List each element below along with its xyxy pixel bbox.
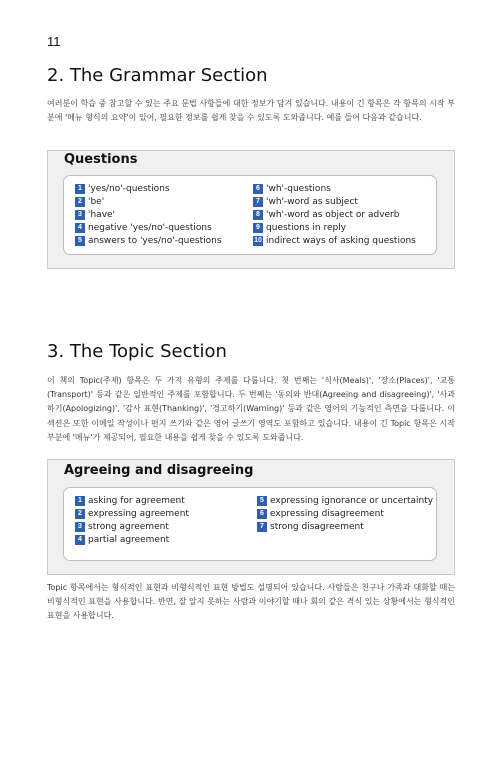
item-number-badge: 6 [253, 184, 263, 194]
agreeing-menu-box [47, 459, 455, 575]
item-number-badge: 7 [257, 522, 267, 532]
menu-item [253, 182, 416, 195]
item-number-badge: 6 [257, 509, 267, 519]
item-label: questions in reply [266, 222, 347, 233]
item-label: indirect ways of asking questions [266, 235, 416, 246]
grammar-intro-paragraph: 여러분이 학습 중 참고할 수 있는 주요 문법 사항들에 대한 정보가 담겨 있습니다. 내용이 긴 항목은 각 항목의 시작 부분에 '메뉴 형식의 요약'이 있어, 필요한 정보를 쉽게 찾을 수 있도록 도와줍니다. 예를 들어 다음과 같습니다. [47, 99, 455, 123]
menu-item [253, 234, 416, 247]
topic-closing-paragraph: Topic 항목에서는 형식적인 표현과 비형식적인 표현 방법도 설명되어 있습니다. 사람들은 친구나 가족과 대화할 때는 비형식적인 표현을 사용합니다. 반면, 잘 알지 못하는 사람과 이야기할 때나 회의 같은 격식 있는 상황에서는 형식적인 표현을 사용합니다. [47, 583, 455, 621]
item-number-badge: 5 [75, 236, 85, 246]
menu-item [75, 208, 222, 221]
item-label: 'wh'-word as object or adverb [266, 209, 400, 220]
item-number-badge: 4 [75, 535, 85, 545]
questions-menu-box [47, 150, 455, 269]
menu-item [253, 208, 416, 221]
menu-item [257, 494, 433, 507]
questions-left-column [75, 182, 222, 247]
item-label: negative 'yes/no'-questions [88, 222, 212, 233]
menu-item [75, 520, 189, 533]
item-label: expressing agreement [88, 508, 189, 519]
item-label: 'wh'-questions [266, 183, 331, 194]
menu-item [257, 520, 433, 533]
questions-box-title: Questions [64, 152, 138, 167]
menu-item [75, 182, 222, 195]
item-number-badge: 8 [253, 210, 263, 220]
item-number-badge: 3 [75, 522, 85, 532]
agreeing-box-title: Agreeing and disagreeing [64, 463, 254, 478]
item-number-badge: 1 [75, 496, 85, 506]
item-label: answers to 'yes/no'-questions [88, 235, 222, 246]
item-number-badge: 1 [75, 184, 85, 194]
topic-intro-paragraph: 이 책의 Topic(주제) 항목은 두 가지 유형의 주제를 다룹니다. 첫 번째는 '식사(Meals)', '장소(Places)', '교통(Transport)' 등과 같은 일반적인 주제를 포함합니다. 두 번째는 '동의와 반대(Agreeing and disagreeing)', '사과하기(Apologizing)', '감사 표현(Thanking)', '경고하기(Warning)' 등과 같은 영어의 기능적인 측면을 다룹니다. 이 섹션은 또한 이메일 작성이나 편지 쓰기와 같은 영어 글쓰기 영역도 포함하고 있습니다. 내용이 긴 Topic 항목은 시작 부분에 '메뉴'가 제공되어, 필요한 내용을 쉽게 찾을 수 있도록 도와줍니다. [47, 376, 455, 442]
questions-menu [63, 175, 437, 255]
item-label: partial agreement [88, 534, 170, 545]
item-number-badge: 2 [75, 197, 85, 207]
item-label: expressing disagreement [270, 508, 384, 519]
item-number-badge: 7 [253, 197, 263, 207]
item-label: strong disagreement [270, 521, 364, 532]
item-number-badge: 9 [253, 223, 263, 233]
agreeing-menu [63, 487, 437, 561]
section-title-grammar: 2. The Grammar Section [47, 65, 268, 86]
agreeing-right-column [257, 494, 433, 533]
menu-item [75, 533, 189, 546]
menu-item [75, 221, 222, 234]
questions-right-column [253, 182, 416, 247]
menu-item [75, 507, 189, 520]
item-label: 'be' [88, 196, 105, 207]
item-number-badge: 5 [257, 496, 267, 506]
item-label: 'yes/no'-questions [88, 183, 170, 194]
agreeing-left-column [75, 494, 189, 546]
item-number-badge: 4 [75, 223, 85, 233]
item-label: strong agreement [88, 521, 169, 532]
item-label: 'have' [88, 209, 116, 220]
menu-item [75, 195, 222, 208]
menu-item [257, 507, 433, 520]
menu-item [253, 195, 416, 208]
item-label: expressing ignorance or uncertainty [270, 495, 434, 506]
item-number-badge: 10 [254, 236, 262, 244]
section-title-topic: 3. The Topic Section [47, 341, 227, 362]
item-number-badge: 3 [75, 210, 85, 220]
menu-item [75, 234, 222, 247]
item-label: asking for agreement [88, 495, 185, 506]
menu-item [253, 221, 416, 234]
menu-item [75, 494, 189, 507]
page-number: 11 [47, 34, 61, 49]
item-number-badge: 2 [75, 509, 85, 519]
item-label: 'wh'-word as subject [266, 196, 358, 207]
